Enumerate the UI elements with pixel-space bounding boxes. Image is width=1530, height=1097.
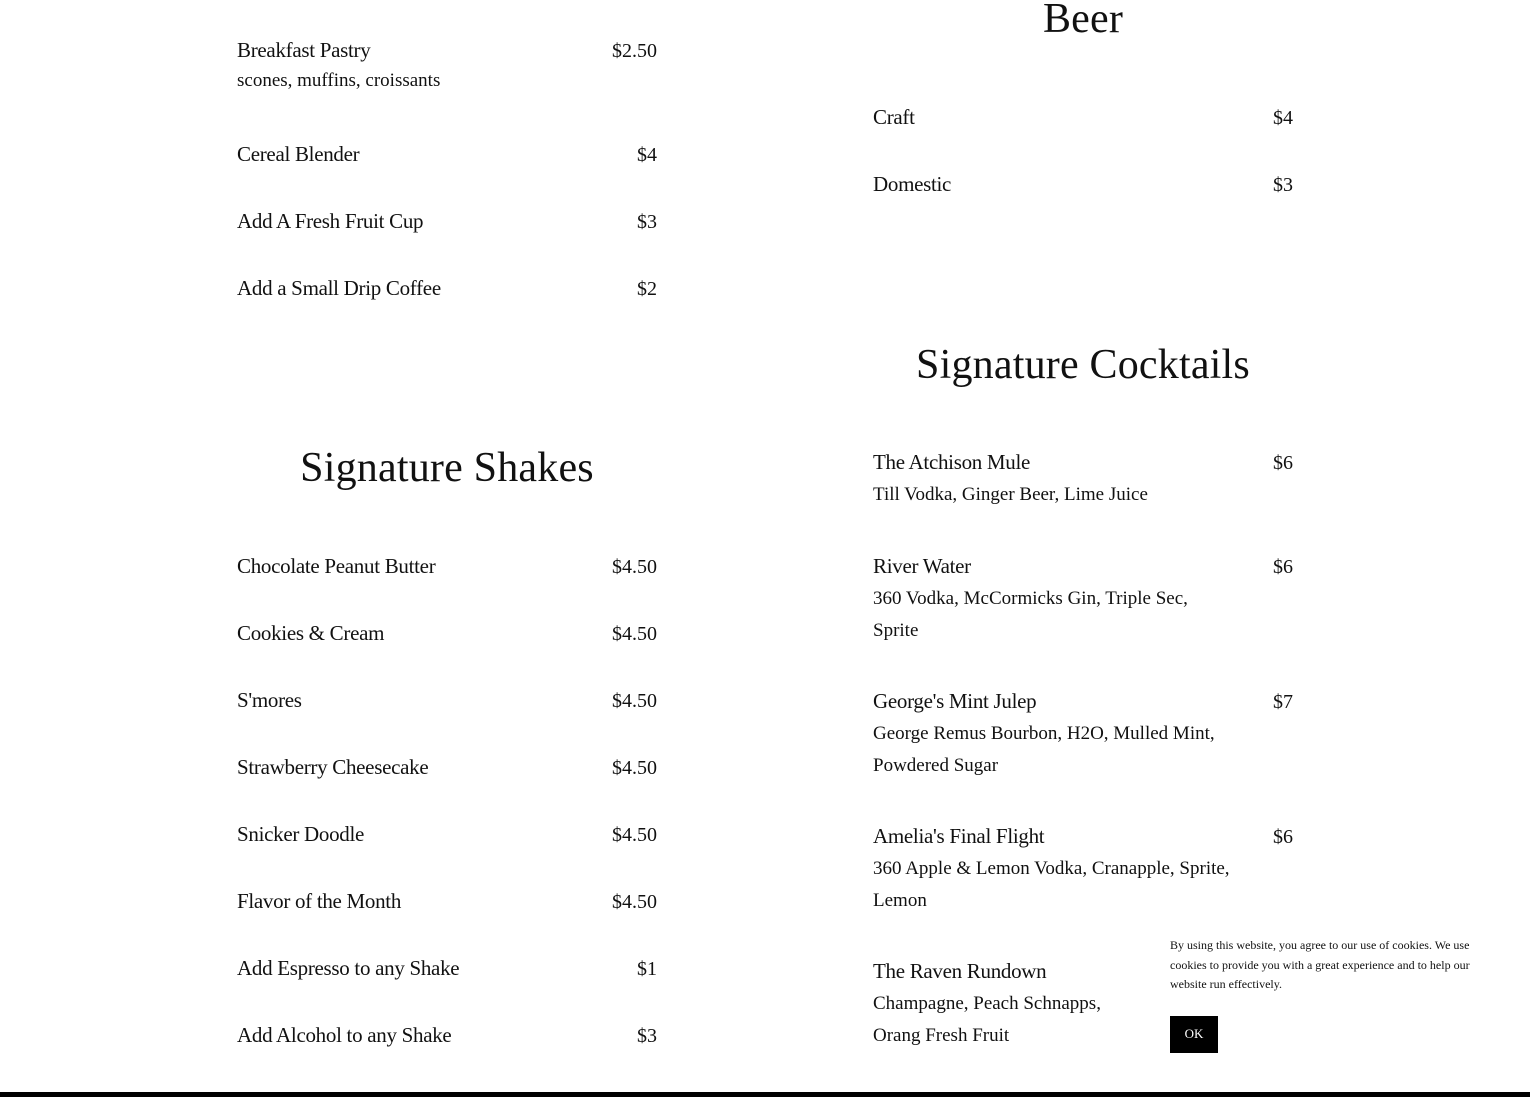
menu-item — [237, 755, 657, 780]
item-price: $4.50 — [612, 690, 657, 712]
cookie-banner — [1150, 924, 1485, 1097]
item-price: $4.50 — [612, 757, 657, 779]
cookie-notice-text: By using this website, you agree to our use of cookies. We use cookies to provide you with a great experience and to help our website run effectively. — [1170, 938, 1470, 991]
section-title-beer: Beer — [1042, 0, 1124, 42]
item-price: $3 — [637, 211, 657, 233]
item-name: S'mores — [237, 688, 302, 712]
menu-item — [237, 822, 657, 847]
menu-item — [237, 1023, 657, 1048]
menu-item — [873, 105, 1293, 130]
item-price: $2 — [637, 278, 657, 300]
section-title-shakes: Signature Shakes — [300, 445, 594, 491]
item-name: The Atchison Mule — [873, 450, 1031, 474]
bottom-border — [0, 1092, 1530, 1097]
menu-item — [237, 554, 657, 579]
item-description: scones, muffins, croissants — [237, 70, 441, 91]
item-description: 360 Vodka, McCormicks Gin, Triple Sec, Sprite — [873, 588, 1188, 641]
item-price: $4.50 — [612, 623, 657, 645]
item-price: $4.50 — [612, 824, 657, 846]
item-name: Flavor of the Month — [237, 889, 402, 913]
item-description: George Remus Bourbon, H2O, Mulled Mint, Powdered Sugar — [873, 723, 1215, 776]
menu-item — [237, 621, 657, 646]
item-name: Domestic — [873, 172, 952, 196]
item-name: Amelia's Final Flight — [873, 824, 1045, 848]
item-price: $1 — [637, 958, 657, 980]
item-name: Add Alcohol to any Shake — [237, 1023, 452, 1047]
item-price: $4.50 — [612, 891, 657, 913]
item-name: Breakfast Pastry — [237, 38, 371, 62]
item-name: Add A Fresh Fruit Cup — [237, 209, 424, 233]
cookie-ok-button[interactable]: OK — [1170, 1016, 1218, 1053]
item-name: Add Espresso to any Shake — [237, 956, 460, 980]
menu-item — [873, 689, 1293, 782]
menu-item — [873, 554, 1293, 647]
item-name: George's Mint Julep — [873, 689, 1037, 713]
item-description: Champagne, Peach Schnapps, Orang Fresh Fruit — [873, 993, 1101, 1046]
item-price: $4 — [1273, 107, 1293, 129]
item-price: $3 — [637, 1025, 657, 1047]
menu-item — [237, 276, 657, 301]
item-price: $4 — [637, 144, 657, 166]
item-price: $2.50 — [612, 40, 657, 62]
item-name: Chocolate Peanut Butter — [237, 554, 436, 578]
item-description: Till Vodka, Ginger Beer, Lime Juice — [873, 484, 1148, 505]
item-price: $6 — [1273, 556, 1293, 578]
item-name: Add a Small Drip Coffee — [237, 276, 441, 300]
menu-item — [237, 889, 657, 914]
item-price: $6 — [1273, 826, 1293, 848]
item-price: $3 — [1273, 174, 1293, 196]
item-price: $7 — [1273, 691, 1293, 713]
item-name: Cookies & Cream — [237, 621, 385, 645]
item-name: River Water — [873, 554, 971, 578]
menu-item — [873, 824, 1293, 917]
menu-item — [873, 450, 1293, 511]
item-name: Snicker Doodle — [237, 822, 365, 846]
menu-item — [237, 38, 657, 97]
item-description: 360 Apple & Lemon Vodka, Cranapple, Sprite, Lemon — [873, 858, 1230, 911]
item-price: $6 — [1273, 452, 1293, 474]
menu-item — [237, 142, 657, 167]
section-title-cocktails: Signature Cocktails — [916, 342, 1250, 388]
item-name: Cereal Blender — [237, 142, 360, 166]
menu-item — [873, 172, 1293, 197]
menu-item — [237, 956, 657, 981]
menu-item — [237, 209, 657, 234]
item-name: The Raven Rundown — [873, 959, 1047, 983]
item-price: $4.50 — [612, 556, 657, 578]
item-name: Strawberry Cheesecake — [237, 755, 429, 779]
menu-item — [237, 688, 657, 713]
item-name: Craft — [873, 105, 915, 129]
